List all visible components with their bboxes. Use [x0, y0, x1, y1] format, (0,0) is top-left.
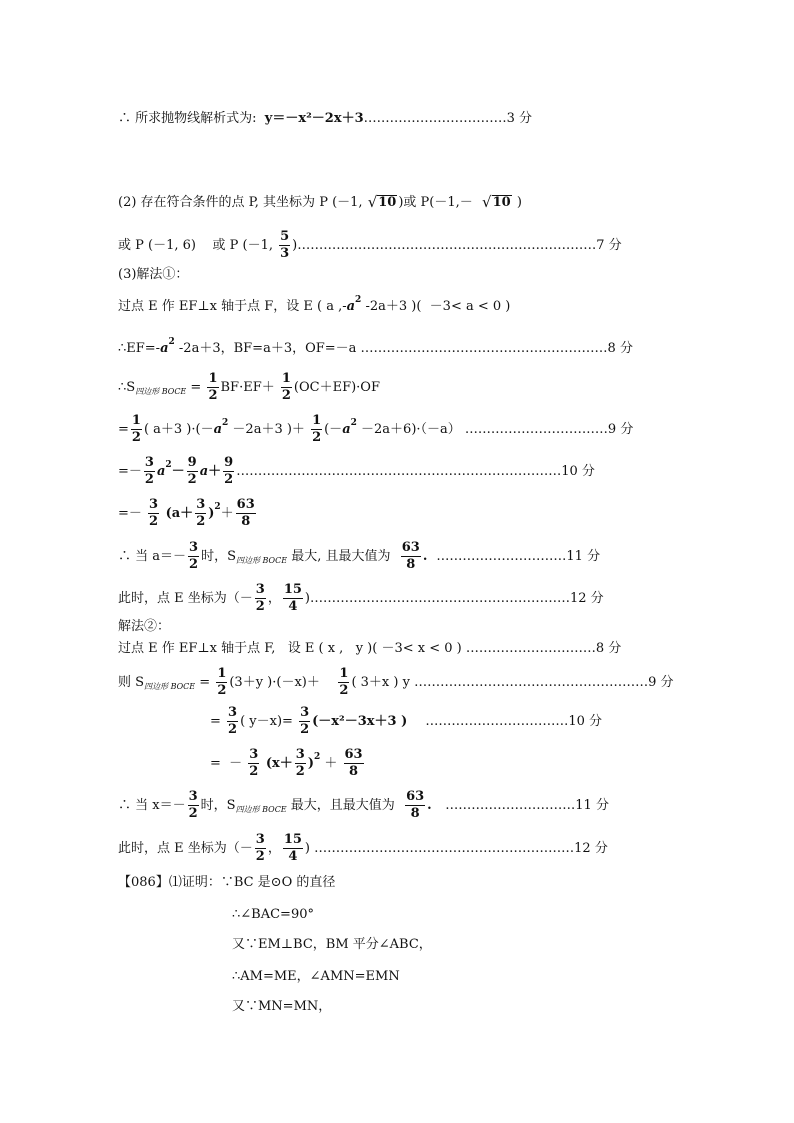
score: 10 分 [568, 713, 603, 729]
subscript: 四边形 BOCE [235, 556, 288, 566]
numerator: 1 [217, 666, 227, 681]
text: . [427, 797, 446, 813]
var-a: a [160, 341, 169, 356]
denominator: 8 [410, 805, 420, 821]
numerator: 3 [295, 747, 305, 762]
denominator: 8 [406, 556, 416, 572]
text: ∴S [118, 379, 136, 395]
exponent: 2 [355, 295, 362, 305]
text: (3＋y )·(－x)＋ [229, 674, 337, 690]
proof-line-2 [232, 938, 432, 951]
line-method2-heading [118, 620, 170, 633]
numerator: 63 [344, 747, 363, 762]
text: 最大, 且最大值为 [287, 548, 399, 564]
text: (a＋ [161, 505, 194, 521]
numerator: 3 [228, 705, 238, 720]
var-a: a [199, 463, 209, 479]
fraction [207, 372, 218, 402]
fraction [248, 748, 259, 778]
fraction [283, 833, 303, 863]
numerator: 3 [189, 540, 199, 555]
leader-dots: …………………………………………………………… [297, 237, 597, 253]
text: )或 P(－1,－ [398, 195, 482, 211]
text: = [210, 713, 226, 729]
text: －2a＋6)·（－a） [356, 421, 461, 437]
fraction [299, 706, 310, 736]
line-method2-setup [118, 642, 621, 655]
text: =－ [118, 463, 142, 479]
line-method2-area [118, 667, 673, 697]
text: 则 S [118, 674, 145, 690]
text: ， [267, 840, 281, 856]
text: =－ [118, 505, 147, 521]
score: 11 分 [566, 548, 601, 564]
numerator: 1 [281, 371, 291, 386]
var-a: a [156, 463, 166, 479]
text: ＋ [220, 505, 234, 521]
line-method1-heading [118, 268, 188, 281]
numerator: 1 [131, 413, 141, 428]
fraction [188, 790, 199, 820]
text: ) [304, 840, 315, 856]
exponent: 2 [313, 751, 321, 762]
text: ∴AM=ME，∠AMN=EMN [232, 969, 400, 984]
text: -2a＋3 )( －3< a < 0 ) [361, 299, 511, 314]
leader-dots: …………………………… [363, 111, 507, 126]
denominator: 4 [288, 848, 298, 864]
numerator: 5 [280, 229, 290, 244]
text: ) [304, 590, 310, 606]
denominator: 2 [300, 721, 310, 737]
numerator: 63 [406, 789, 425, 804]
fraction [338, 667, 349, 697]
denominator: 2 [131, 429, 141, 445]
denominator: 3 [280, 245, 290, 261]
denominator: 2 [187, 471, 197, 487]
text: ) [512, 195, 522, 211]
numerator: 63 [401, 540, 420, 555]
subscript: 四边形 BOCE [235, 805, 287, 815]
denominator: 2 [144, 471, 154, 487]
fraction [401, 541, 421, 571]
score: 9 分 [648, 674, 674, 690]
denominator: 2 [224, 471, 234, 487]
denominator: 2 [188, 805, 198, 821]
subscript: 四边形 BOCE [144, 682, 196, 692]
numerator: 3 [188, 789, 198, 804]
denominator: 2 [149, 513, 159, 529]
line-parabola-result [118, 112, 532, 125]
exponent: 2 [214, 501, 221, 512]
text: 【086】⑴证明：∵BC 是⊙O 的直径 [118, 875, 336, 890]
text: 时，S [201, 548, 236, 564]
denominator: 8 [241, 513, 251, 529]
text: ( 3＋x ) y [351, 674, 415, 690]
numerator: 1 [339, 666, 349, 681]
sqrt-10: √ 10 [367, 193, 397, 212]
text: = [118, 421, 129, 437]
score: 9 分 [607, 421, 634, 437]
text: 过点 E 作 EF⊥x 轴于点 F，设 E ( a ,- [118, 299, 347, 314]
line-area-vertex-form [118, 498, 258, 528]
numerator: 3 [249, 747, 259, 762]
text: . [422, 548, 437, 564]
text: 最大，且最大值为 [286, 797, 404, 813]
text: -2a＋3，BF=a＋3，OF=－a [174, 341, 361, 356]
numerator: 3 [144, 455, 154, 470]
proof-line-3 [232, 970, 400, 983]
numerator: 1 [312, 413, 322, 428]
denominator: 2 [281, 387, 291, 403]
fraction [195, 498, 206, 528]
parabola-formula: y＝－x²－2x＋3 [264, 111, 364, 126]
leader-dots: …………………………… [460, 421, 608, 437]
fraction [279, 230, 290, 260]
numerator: 15 [283, 832, 302, 847]
text: = [186, 379, 206, 395]
sqrt-arg: 10 [492, 195, 511, 210]
line-max-value-1 [118, 541, 600, 571]
line-area-simplified [118, 456, 595, 486]
text: ∴ 当 x＝－ [118, 797, 186, 813]
exponent: 2 [168, 337, 175, 347]
text: ) [292, 237, 298, 253]
leader-dots: ………………………… [445, 797, 576, 813]
line-part2-points [118, 195, 522, 210]
parabola-prefix: ∴ 所求抛物线解析式为: [118, 111, 265, 126]
denominator: 2 [208, 387, 218, 403]
fraction [405, 790, 425, 820]
denominator: 2 [255, 848, 265, 864]
numerator: 63 [236, 497, 255, 512]
sqrt-10-neg: √ 10 [482, 193, 511, 212]
score: 11 分 [575, 797, 609, 813]
text: (－ [324, 421, 343, 437]
leader-dots: ………………………… [465, 641, 596, 656]
fraction [311, 414, 322, 444]
denominator: 2 [217, 682, 227, 698]
text: ＋ [208, 463, 222, 479]
text: (－x²－3x＋3 ) [312, 713, 426, 729]
fraction [187, 456, 198, 486]
line-area-expand [118, 414, 633, 444]
denominator: 2 [255, 598, 265, 614]
heading: 解法②： [118, 619, 171, 634]
score: 10 分 [561, 463, 595, 479]
numerator: 3 [300, 705, 310, 720]
text: 或 P (－1, 6) 或 P (－1, [118, 237, 278, 253]
leader-dots: ………………………………………………………………… [236, 463, 562, 479]
text: ∴ 当 a＝－ [118, 548, 187, 564]
text: ) [208, 505, 215, 521]
leader-dots: ……………………………………………… [414, 674, 649, 690]
var-a: a [213, 421, 223, 437]
score: 7 分 [596, 237, 622, 253]
fraction [255, 833, 266, 863]
line-max-value-2 [118, 790, 609, 820]
text: 又∵MN=MN， [232, 999, 332, 1014]
text: ( y－x)= [240, 713, 298, 729]
text: ＋ [320, 755, 342, 771]
text: － [171, 463, 185, 479]
fraction [216, 667, 227, 697]
denominator: 2 [249, 763, 259, 779]
text: 过点 E 作 EF⊥x 轴于点 F, 设 E ( x , y )( －3< x < 0 ) [118, 641, 466, 656]
text: 又∵EM⊥BC，BM 平分∠ABC， [232, 937, 432, 952]
score: 12 分 [570, 590, 604, 606]
denominator: 8 [349, 763, 359, 779]
numerator: 3 [149, 497, 159, 512]
denominator: 2 [295, 763, 305, 779]
denominator: 2 [312, 429, 322, 445]
numerator: 15 [283, 582, 302, 597]
line-086-heading [118, 876, 335, 889]
line-method1-setup [118, 295, 511, 314]
fraction [131, 414, 142, 444]
text: －2a＋3 )＋ [228, 421, 310, 437]
score: 8 分 [607, 341, 633, 356]
numerator: 1 [208, 371, 218, 386]
text: 此时，点 E 坐标为（－ [118, 840, 253, 856]
leader-dots: ………………………… [436, 548, 567, 564]
proof-line-1 [232, 908, 314, 921]
text: = [195, 674, 215, 690]
line-part2-points-cont [118, 230, 622, 260]
numerator: 3 [255, 582, 265, 597]
text: ， [267, 590, 281, 606]
text: ) [307, 755, 314, 771]
proof-line-4 [232, 1000, 331, 1013]
score: 12 分 [574, 840, 608, 856]
denominator: 2 [228, 721, 238, 737]
text: 时，S [200, 797, 236, 813]
text: BF·EF＋ [220, 379, 279, 395]
line-point-e-2 [118, 833, 608, 863]
text: ( a＋3 )·(－ [143, 421, 214, 437]
denominator: 4 [288, 598, 298, 614]
leader-dots: …………………………………………………… [310, 590, 570, 606]
subscript: 四边形 BOCE [135, 387, 187, 397]
line-ef-bf-of [118, 337, 633, 356]
fraction [227, 706, 238, 736]
var-a: a [342, 421, 351, 437]
numerator: 3 [255, 832, 265, 847]
numerator: 3 [196, 497, 206, 512]
fraction [223, 456, 234, 486]
fraction [283, 583, 303, 613]
score: 8 分 [595, 641, 622, 656]
leader-dots: …………………………… [425, 713, 569, 729]
text: 此时，点 E 坐标为（－ [118, 590, 253, 606]
denominator: 2 [196, 513, 206, 529]
leader-dots: ………………………………………………… [360, 341, 608, 356]
text: = － [210, 755, 247, 771]
fraction [255, 583, 266, 613]
fraction [188, 541, 199, 571]
exponent: 2 [222, 417, 229, 428]
fraction [144, 456, 155, 486]
exponent: 2 [165, 459, 172, 470]
fraction [295, 748, 306, 778]
denominator: 2 [339, 682, 349, 698]
text: (2) 存在符合条件的点 P, 其坐标为 P (－1, [118, 195, 367, 211]
text: ∴EF=- [118, 341, 161, 356]
exponent: 2 [350, 417, 357, 428]
fraction [236, 498, 256, 528]
text: ∴∠BAC=90° [232, 907, 314, 922]
denominator: 2 [189, 556, 199, 572]
leader-dots: …………………………………………………… [314, 840, 575, 856]
text: (x＋ [261, 755, 293, 771]
line-point-e-1 [118, 583, 604, 613]
heading: (3)解法①： [118, 267, 189, 282]
var-a: a [346, 299, 356, 314]
text: (OC＋EF)·OF [293, 379, 380, 395]
numerator: 9 [187, 455, 197, 470]
fraction [344, 748, 364, 778]
line-area-formula [118, 372, 380, 402]
sqrt-arg: 10 [378, 195, 397, 210]
fraction [148, 498, 159, 528]
score: 3 分 [506, 111, 533, 126]
numerator: 9 [224, 455, 234, 470]
line-method2-simplify [210, 706, 602, 736]
line-method2-vertex [210, 748, 366, 778]
fraction [281, 372, 292, 402]
